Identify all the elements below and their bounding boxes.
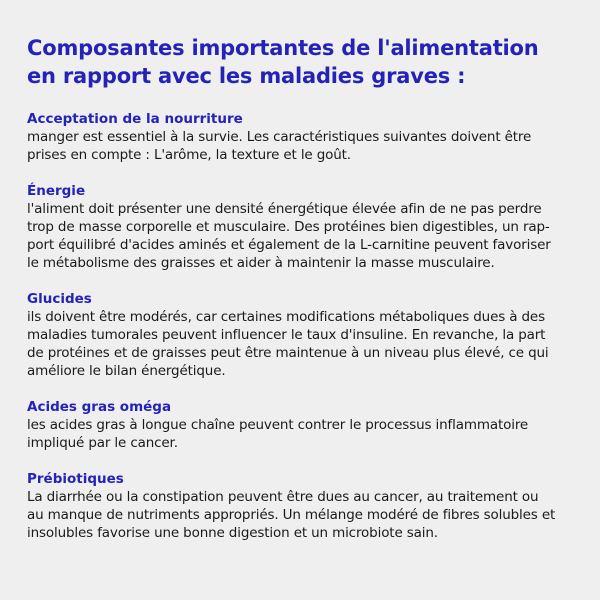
section-heading: Glucides bbox=[27, 291, 92, 307]
body-line: l'aliment doit présenter une densité énergétique élevée afin de ne pas perdre bbox=[27, 201, 542, 217]
sections-container bbox=[27, 110, 574, 542]
section-carbohydrates bbox=[27, 290, 574, 380]
body-line: trop de masse corporelle et musculaire. Des protéines bien digestibles, un rap- bbox=[27, 219, 550, 235]
body-line: le métabolisme des graisses et aider à maintenir la masse musculaire. bbox=[27, 255, 495, 271]
section-heading: Acceptation de la nourriture bbox=[27, 111, 243, 127]
section-energy bbox=[27, 182, 574, 272]
section-body bbox=[27, 128, 574, 164]
body-line: La diarrhée ou la constipation peuvent être dues au cancer, au traitement ou bbox=[27, 489, 539, 505]
section-body bbox=[27, 200, 574, 272]
body-line: impliqué par le cancer. bbox=[27, 435, 178, 451]
section-heading: Acides gras oméga bbox=[27, 399, 172, 415]
body-line: manger est essentiel à la survie. Les caractéristiques suivantes doivent être bbox=[27, 129, 532, 145]
body-line: maladies tumorales peuvent influencer le taux d'insuline. En revanche, la part bbox=[27, 327, 546, 343]
body-line: les acides gras à longue chaîne peuvent contrer le processus inflammatoire bbox=[27, 417, 529, 433]
section-body bbox=[27, 416, 574, 452]
section-body bbox=[27, 308, 574, 380]
body-line: de protéines et de graisses peut être maintenue à un niveau plus élevé, ce qui bbox=[27, 345, 549, 361]
body-line: améliore le bilan énergétique. bbox=[27, 363, 226, 379]
section-heading: Prébiotiques bbox=[27, 471, 124, 487]
section-omega-fatty-acids bbox=[27, 398, 574, 452]
body-line: prises en compte : L'arôme, la texture et le goût. bbox=[27, 147, 351, 163]
title-line-2: en rapport avec les maladies graves : bbox=[27, 64, 466, 88]
section-heading: Énergie bbox=[27, 183, 86, 199]
section-prebiotics bbox=[27, 470, 574, 542]
section-body bbox=[27, 488, 574, 542]
section-acceptance bbox=[27, 110, 574, 164]
body-line: au manque de nutriments appropriés. Un mélange modéré de fibres solubles et bbox=[27, 507, 556, 523]
title-line-1: Composantes importantes de l'alimentation bbox=[27, 36, 539, 60]
page-title bbox=[27, 34, 574, 90]
body-line: insolubles favorise une bonne digestion et un microbiote sain. bbox=[27, 525, 438, 541]
body-line: port équilibré d'acides aminés et également de la L-carnitine peuvent favoriser bbox=[27, 237, 551, 253]
body-line: ils doivent être modérés, car certaines modifications métaboliques dues à des bbox=[27, 309, 545, 325]
